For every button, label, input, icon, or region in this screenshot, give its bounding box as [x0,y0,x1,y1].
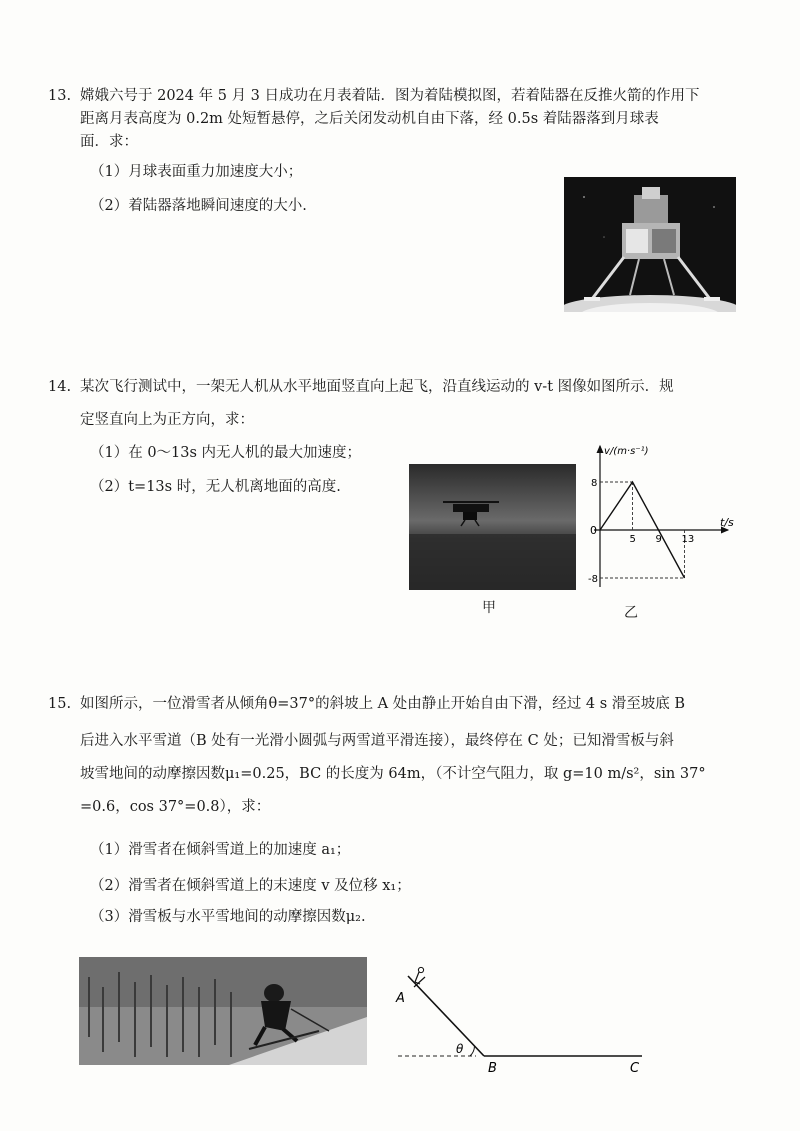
label-B: B [488,1061,497,1075]
incline-line [408,976,484,1056]
origin-label: 0 [590,524,597,537]
theta-arc [470,1046,475,1056]
q15-sub-3: （3）滑雪板与水平雪地间的动摩擦因数μ₂. [90,909,366,925]
label-A: A [396,991,405,1006]
label-theta: θ [456,1042,464,1056]
q15-number: 15. [48,696,72,712]
q14-sub-1: （1）在 0～13s 内无人机的最大加速度； [90,445,362,461]
q13-number: 13. [48,88,72,104]
y-axis-label: v/(m·s⁻¹) [604,446,649,457]
q13-sub-1: （1）月球表面重力加速度大小； [90,164,303,180]
q14-sub-2: （2）t=13s 时，无人机离地面的高度. [90,479,341,495]
q15-line-1: 如图所示，一位滑雪者从倾角θ=37°的斜坡上 A 处由静止开始自由下滑，经过 4 s 滑至坡底 B [80,696,686,712]
q13-sub-2: （2）着陆器落地瞬间速度的大小. [90,198,307,214]
y-tick-label: -8 [588,574,598,585]
x-tick-label: 9 [655,534,662,545]
q14-line-2: 定竖直向上为正方向，求： [80,412,254,428]
q15-line-3: 坡雪地间的动摩擦因数μ₁=0.25，BC 的长度为 64m，（不计空气阻力，取 g=10 m/s²，sin 37° [80,766,706,782]
slope-diagram [390,960,660,1075]
q15-sub-1: （1）滑雪者在倾斜雪道上的加速度 a₁； [90,842,351,858]
skier-photo [79,957,367,1065]
caption-jia: 甲 [482,600,496,616]
q15-line-2: 后进入水平雪道（B 处有一光滑小圆弧与两雪道平滑连接），最终停在 C 处；已知滑雪板与斜 [80,733,674,749]
q14-number: 14. [48,379,72,395]
q14-line-1: 某次飞行测试中，一架无人机从水平地面竖直向上起飞，沿直线运动的 v-t 图像如图所示．规 [80,379,674,395]
q15-line-4: =0.6，cos 37°=0.8），求： [80,799,271,815]
y-tick-label: 8 [591,478,598,489]
q15-sub-2: （2）滑雪者在倾斜雪道上的末速度 v 及位移 x₁； [90,878,411,894]
drone-photo [409,464,576,590]
label-C: C [630,1061,640,1075]
q13-line-2: 距离月表高度为 0.2m 处短暂悬停，之后关闭发动机自由下落，经 0.5s 着陆器落到月球表 [80,111,659,127]
lunar-lander-photo [564,177,736,312]
x-tick-label: 5 [629,534,636,545]
q13-line-1: 嫦娥六号于 2024 年 5 月 3 日成功在月表着陆．图为着陆模拟图，若着陆器在反推火箭的作用下 [80,88,700,104]
x-axis-label: t/s [720,516,734,529]
vt-graph-svg [588,440,748,600]
caption-yi: 乙 [624,605,638,621]
q13-line-3: 面．求： [80,134,138,150]
vt-graph [588,440,748,600]
x-tick-label: 13 [681,534,695,545]
